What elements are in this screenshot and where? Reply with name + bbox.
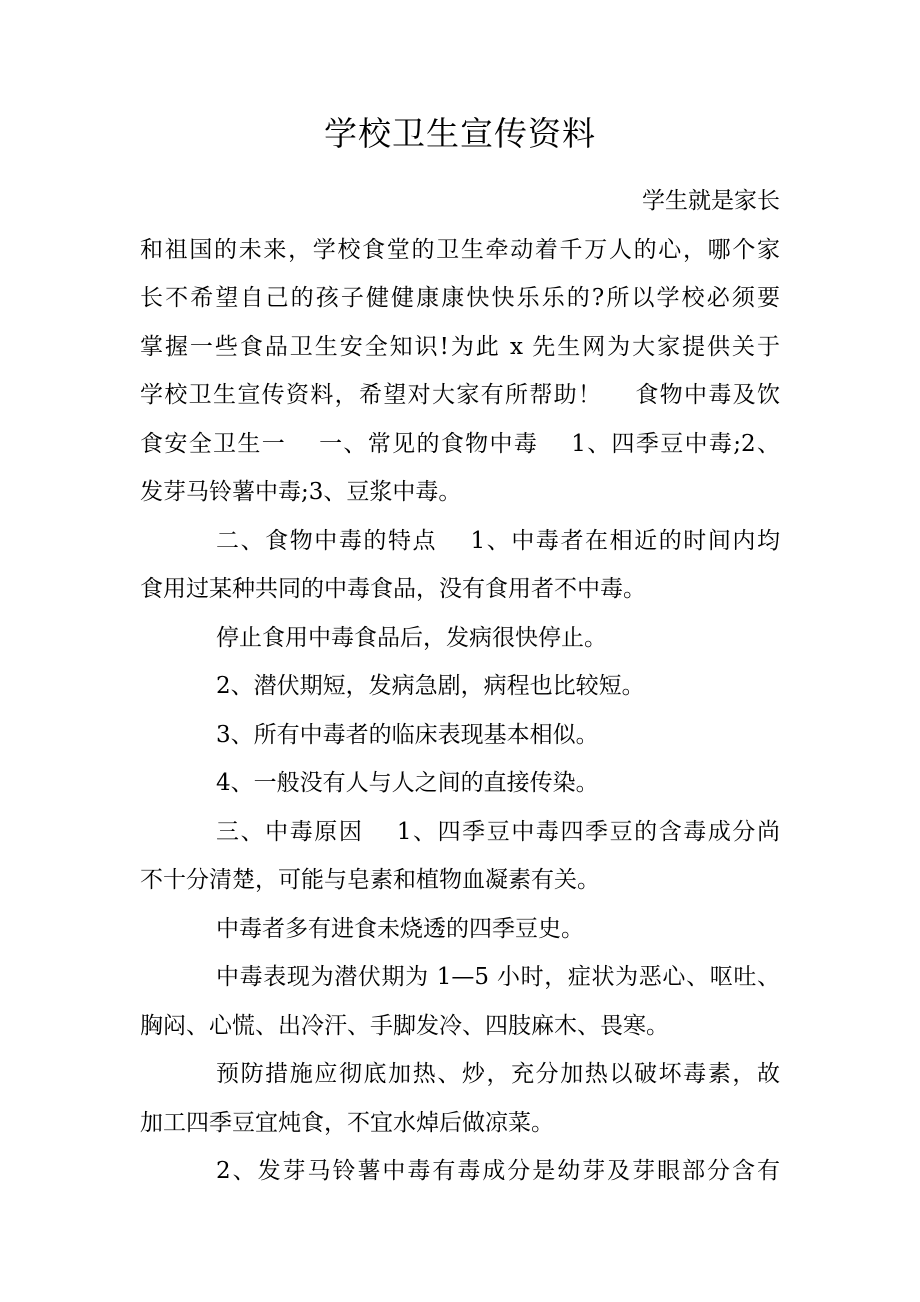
text-line: 和祖国的未来，学校食堂的卫生牵动着千万人的心，哪个家	[140, 236, 780, 263]
text-line: 发芽马铃薯中毒;3、豆浆中毒。	[140, 479, 462, 505]
text-line: 掌握一些食品卫生安全知识!为此 x 先生网为大家提供关于	[140, 333, 780, 360]
text-line: 3、所有中毒者的临床表现基本相似。	[216, 721, 599, 748]
text-line: 预防措施应彻底加热、炒，充分加热以破坏毒素，故	[216, 1061, 780, 1087]
text-line: 食用过某种共同的中毒食品，没有食用者不中毒。	[140, 576, 646, 602]
text-line: 食安全卫生一 一、常见的食物中毒 1、四季豆中毒;2、	[140, 430, 780, 457]
document-title: 学校卫生宣传资料	[324, 114, 596, 153]
text-line: 中毒表现为潜伏期为 1—5 小时，症状为恶心、呕吐、	[216, 964, 780, 990]
text-line: 加工四季豆宜炖食，不宜水焯后做凉菜。	[140, 1109, 554, 1136]
text-line: 停止食用中毒食品后，发病很快停止。	[216, 624, 607, 651]
text-line: 4、一般没有人与人之间的直接传染。	[216, 770, 599, 796]
text-line: 不十分清楚，可能与皂素和植物血凝素有关。	[140, 867, 600, 893]
text-line: 中毒者多有进食未烧透的四季豆史。	[216, 915, 584, 942]
text-line: 2、潜伏期短，发病急剧，病程也比较短。	[216, 673, 645, 699]
text-line: 胸闷、心慌、出冷汗、手脚发冷、四肢麻木、畏寒。	[140, 1012, 669, 1039]
text-line: 2、发芽马铃薯中毒有毒成分是幼芽及芽眼部分含有	[216, 1158, 780, 1184]
text-line: 长不希望自己的孩子健健康康快快乐乐的?所以学校必须要	[140, 285, 780, 311]
text-line: 二、食物中毒的特点 1、中毒者在相近的时间内均	[216, 527, 780, 554]
text-line: 学校卫生宣传资料，希望对大家有所帮助！ 食物中毒及饮	[140, 382, 780, 408]
text-line: 三、中毒原因 1、四季豆中毒四季豆的含毒成分尚	[216, 818, 780, 845]
text-line: 学生就是家长	[642, 188, 780, 214]
document-body	[140, 177, 780, 1196]
